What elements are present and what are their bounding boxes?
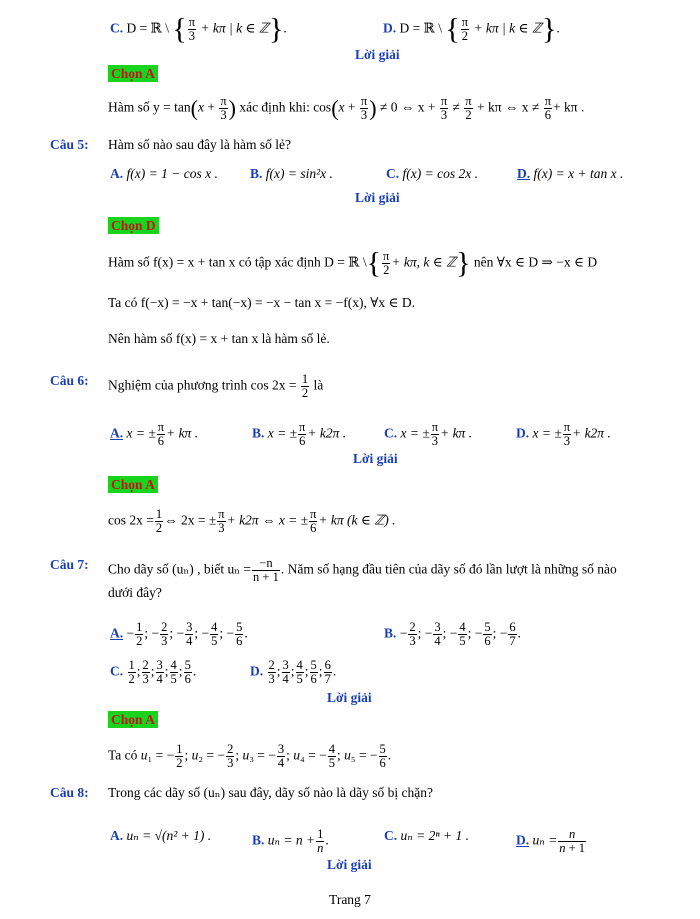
q4-loi-giai-heading: Lời giải	[355, 47, 400, 62]
q6-question: Nghiệm của phương trình cos 2x = $\frac{1}{2}$ là	[108, 372, 324, 400]
q6-solution: cos 2x = $\frac{1}{2}$ ⇔ 2x = ± $\frac{\pi}{3}$ + k2π ⇔ x = ± $\frac{\pi}{6}$ + kπ (k ∈ ℤ) .	[108, 507, 396, 535]
q5-option-a[interactable]: A. f(x) = 1 − cos x .	[110, 166, 218, 181]
q8-label: Câu 8:	[50, 785, 89, 800]
q6-loi-giai-heading: Lời giải	[353, 451, 398, 466]
q8-option-a[interactable]: A. uₙ = √(n² + 1) .	[110, 828, 212, 843]
q5-loi-giai-heading: Lời giải	[355, 190, 400, 205]
q5-option-c[interactable]: C. f(x) = cos 2x .	[386, 166, 478, 181]
q7-option-b[interactable]: B. − $\frac{2}{3}$ ; − $\frac{3}{4}$ ; − $\frac{4}{5}$ ; − $\frac{5}{6}$ ; − $\frac{6}{7}$ .	[384, 620, 522, 648]
q4-answer-tag: Chọn A	[108, 66, 158, 82]
q6-option-d[interactable]: D. x = ± $\frac{\pi}{3}$ + k2π .	[516, 420, 611, 448]
q7-option-d[interactable]: D. $\frac{2}{3}$ ; $\frac{3}{4}$ ; $\frac{4}{5}$ ; $\frac{5}{6}$ ; $\frac{6}{7}$ .	[250, 658, 337, 686]
q6-answer-tag: Chọn A	[108, 477, 158, 493]
q6-option-a[interactable]: A. x = ± $\frac{\pi}{6}$ + kπ .	[110, 420, 199, 448]
q7-loi-giai-heading: Lời giải	[327, 690, 372, 705]
q7-answer-tag: Chọn A	[108, 712, 158, 728]
page-footer: Trang 7	[329, 892, 371, 907]
q8-question: Trong các dãy số (uₙ) sau đây, dãy số nào là dãy số bị chặn?	[108, 785, 434, 800]
q4-solution: Hàm số y = tan(x + $\frac{\pi}{3}$ ) xác định khi: cos(x + $\frac{\pi}{3}$ ) ≠ 0 ⇔ x + $\frac{\pi}{3}$ ≠ $\frac{\pi}{2}$ + kπ ⇔ x ≠ $\frac{\pi}{6}$ + kπ .	[108, 94, 585, 122]
q4-option-c[interactable]: C. D = ℝ \ { $\frac{\pi}{3}$ + kπ | k ∈ ℤ}.	[110, 12, 287, 46]
q7-solution: Ta có u₁ = − $\frac{1}{2}$ ; u₂ = − $\frac{2}{3}$ ; u₃ = − $\frac{3}{4}$ ; u₄ = − $\frac{4}{5}$ ; u₅ = − $\frac{5}{6}$ .	[108, 742, 392, 770]
q5-solution-line1: Hàm số f(x) = x + tan x có tập xác định D = ℝ \{ $\frac{\pi}{2}$ + kπ, k ∈ ℤ} nên ∀x ∈ D ⇒ −x ∈ D	[108, 246, 598, 280]
q5-solution-line2: Ta có f(−x) = −x + tan(−x) = −x − tan x = −f(x), ∀x ∈ D.	[108, 295, 416, 310]
q7-question-cont: dưới đây?	[108, 585, 162, 600]
q5-question: Hàm số nào sau đây là hàm số lẻ?	[108, 137, 291, 152]
q8-option-b[interactable]: B. uₙ = n + $\frac{1}{n}$ .	[252, 827, 329, 855]
q7-label: Câu 7:	[50, 557, 89, 572]
q6-option-b[interactable]: B. x = ± $\frac{\pi}{6}$ + k2π .	[252, 420, 347, 448]
q7-question: Cho dãy số (uₙ) , biết uₙ = $\frac{-n}{n + 1}$ . Năm số hạng đầu tiên của dãy số đó lần lượt là những số nào	[108, 556, 617, 584]
q5-solution-line3: Nên hàm số f(x) = x + tan x là hàm số lẻ.	[108, 331, 330, 346]
q5-option-b[interactable]: B. f(x) = sin²x .	[250, 166, 333, 181]
q5-label: Câu 5:	[50, 137, 89, 152]
q5-option-d[interactable]: D. f(x) = x + tan x .	[517, 166, 624, 181]
q8-option-d[interactable]: D. uₙ = $\frac{n}{n + 1}$	[516, 827, 586, 855]
q8-loi-giai-heading: Lời giải	[327, 857, 372, 872]
q5-answer-tag: Chọn D	[108, 218, 159, 234]
q4-option-d[interactable]: D. D = ℝ \ { $\frac{\pi}{2}$ + kπ | k ∈ ℤ}.	[383, 12, 560, 46]
q7-option-c[interactable]: C. $\frac{1}{2}$ ; $\frac{2}{3}$ ; $\frac{3}{4}$ ; $\frac{4}{5}$ ; $\frac{5}{6}$ .	[110, 658, 197, 686]
q8-option-c[interactable]: C. uₙ = 2ⁿ + 1 .	[384, 828, 469, 843]
q6-option-c[interactable]: C. x = ± $\frac{\pi}{3}$ + kπ .	[384, 420, 473, 448]
q7-option-a[interactable]: A. − $\frac{1}{2}$ ; − $\frac{2}{3}$ ; − $\frac{3}{4}$ ; − $\frac{4}{5}$ ; − $\frac{5}{6}$ .	[110, 620, 248, 648]
q6-label: Câu 6:	[50, 373, 89, 388]
